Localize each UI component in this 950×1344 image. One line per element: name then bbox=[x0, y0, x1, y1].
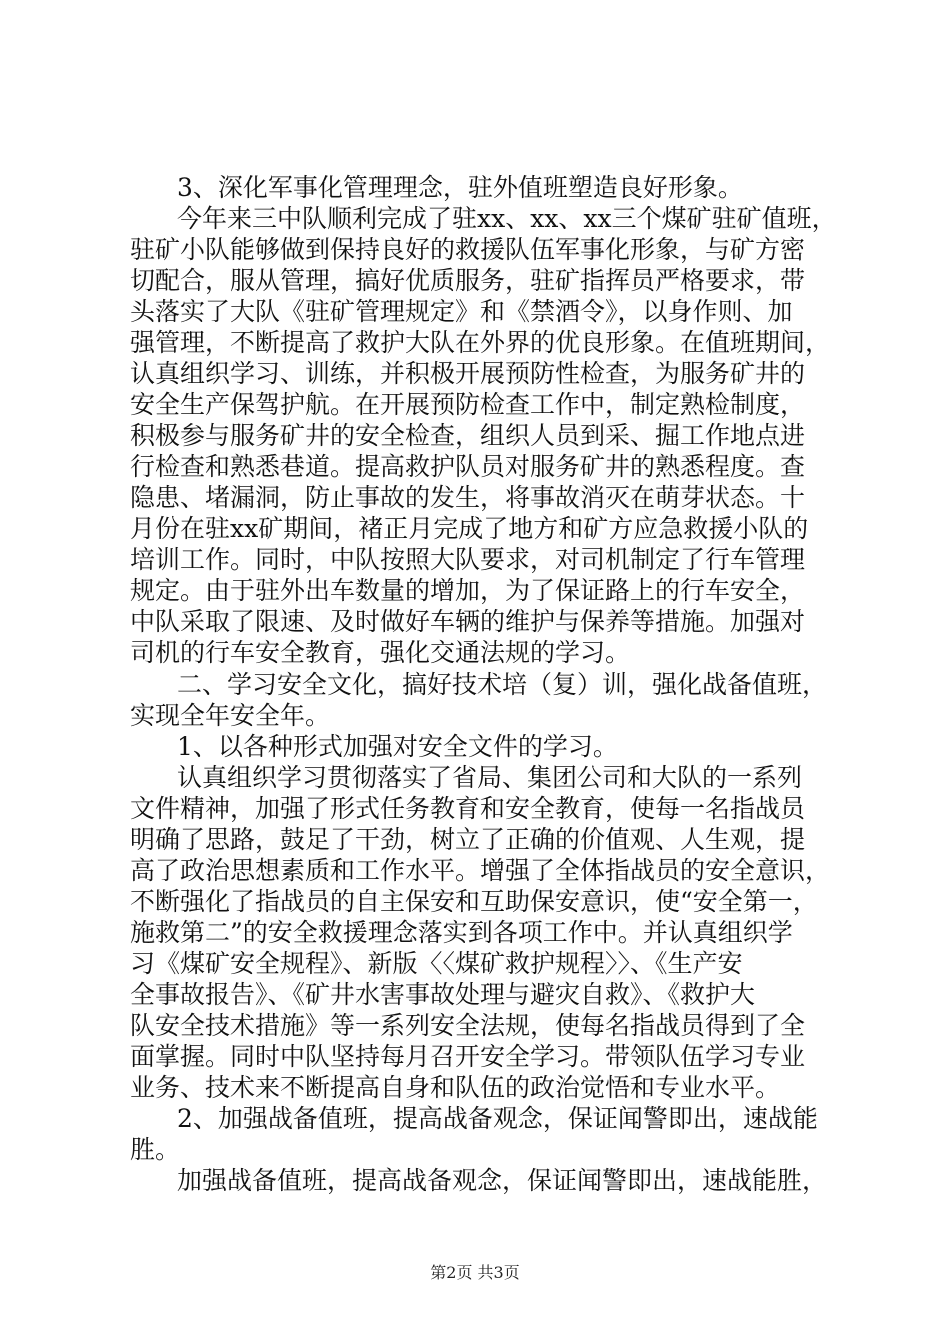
text-line: 3、深化军事化管理理念，驻外值班塑造良好形象。 bbox=[177, 173, 743, 202]
text-line: 不断强化了指战员的自主保安和互助保安意识，使“安全第一， bbox=[130, 887, 818, 916]
text-line: 切配合，服从管理，搞好优质服务，驻矿指挥员严格要求，带 bbox=[130, 266, 806, 295]
text-line: 头落实了大队《驻矿管理规定》和《禁酒令》，以身作则、加 bbox=[130, 297, 793, 326]
text-line: 加强战备值班，提高战备观念，保证闻警即出，速战能胜， bbox=[177, 1166, 828, 1195]
text-line: 认真组织学习贯彻落实了省局、集团公司和大队的一系列 bbox=[177, 763, 803, 792]
text-line: 实现全年安全年。 bbox=[130, 701, 331, 730]
text-line: 二、学习安全文化，搞好技术培（复）训，强化战备值班， bbox=[177, 670, 828, 699]
text-line: 今年来三中队顺利完成了驻xx、xx、xx三个煤矿驻矿值班， bbox=[177, 204, 837, 233]
text-line: 面掌握。同时中队坚持每月召开安全学习。带领队伍学习专业 bbox=[130, 1042, 806, 1071]
text-line: 安全生产保驾护航。在开展预防检查工作中，制定熟检制度， bbox=[130, 390, 806, 419]
text-line: 队安全技术措施》等一系列安全法规，使每名指战员得到了全 bbox=[130, 1011, 806, 1040]
text-line: 明确了思路，鼓足了干劲，树立了正确的价值观、人生观，提 bbox=[130, 825, 806, 854]
text-line: 1、以各种形式加强对安全文件的学习。 bbox=[177, 732, 618, 761]
text-line: 司机的行车安全教育，强化交通法规的学习。 bbox=[130, 638, 631, 667]
text-line: 积极参与服务矿井的安全检查，组织人员到采、掘工作地点进 bbox=[130, 421, 806, 450]
text-line: 认真组织学习、训练，并积极开展预防性检查，为服务矿井的 bbox=[130, 359, 806, 388]
text-line: 规定。由于驻外出车数量的增加，为了保证路上的行车安全， bbox=[130, 576, 806, 605]
text-line: 全事故报告》、《矿井水害事故处理与避灾自救》、《救护大 bbox=[130, 980, 756, 1009]
text-line: 行检查和熟悉巷道。提高救护队员对服务矿井的熟悉程度。查 bbox=[130, 452, 806, 481]
text-line: 高了政治思想素质和工作水平。增强了全体指战员的安全意识， bbox=[130, 856, 831, 885]
text-line: 习《煤矿安全规程》、新版〈〈煤矿救护规程〉〉、《生产安 bbox=[130, 949, 743, 978]
text-line: 业务、技术来不断提高自身和队伍的政治觉悟和专业水平。 bbox=[130, 1073, 781, 1102]
text-line: 月份在驻xx矿期间，褚正月完成了地方和矿方应急救援小队的 bbox=[130, 514, 809, 543]
text-line: 胜。 bbox=[130, 1135, 181, 1164]
text-line: 施救第二”的安全救援理念落实到各项工作中。并认真组织学 bbox=[130, 918, 793, 947]
text-line: 培训工作。同时，中队按照大队要求，对司机制定了行车管理 bbox=[130, 545, 806, 574]
text-line: 文件精神，加强了形式任务教育和安全教育，使每一名指战员 bbox=[130, 794, 806, 823]
text-line: 2、加强战备值班，提高战备观念，保证闻警即出，速战能 bbox=[177, 1104, 818, 1133]
text-line: 驻矿小队能够做到保持良好的救援队伍军事化形象，与矿方密 bbox=[130, 235, 806, 264]
text-line: 强管理，不断提高了救护大队在外界的优良形象。在值班期间， bbox=[130, 328, 831, 357]
text-line: 隐患、堵漏洞，防止事故的发生，将事故消灭在萌芽状态。十 bbox=[130, 483, 806, 512]
text-line: 中队采取了限速、及时做好车辆的维护与保养等措施。加强对 bbox=[130, 607, 806, 636]
page-footer: 第2页 共3页 bbox=[430, 1263, 520, 1282]
